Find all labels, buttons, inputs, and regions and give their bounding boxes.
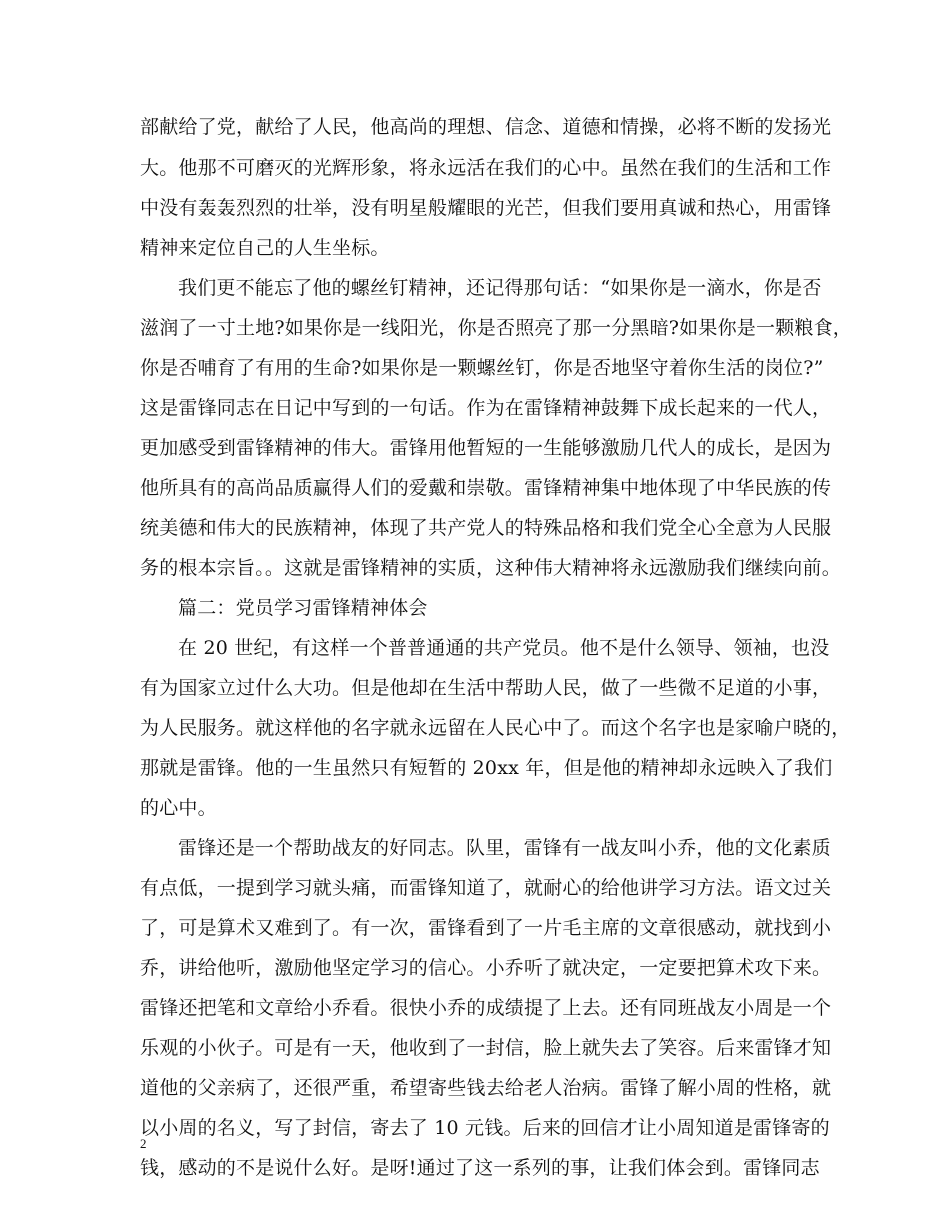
text-line: 乔，讲给他听，激励他坚定学习的信心。小乔听了就决定，一定要把算术攻下来。: [140, 957, 832, 979]
text-line: 务的根本宗旨。。这就是雷锋精神的实质，这种伟大精神将永远激励我们继续向前。: [140, 557, 841, 579]
text-line: 以小周的名义，写了封信，寄去了 10 元钱。后来的回信才让小周知道是雷锋寄的: [140, 1117, 830, 1139]
text-line: 你是否哺育了有用的生命?如果你是一颗螺丝钉，你是否地坚守着你生活的岗位?”: [140, 357, 824, 379]
text-line: 部献给了党，献给了人民，他高尚的理想、信念、道德和情操，必将不断的发扬光: [140, 116, 832, 138]
text-line: 乐观的小伙子。可是有一天，他收到了一封信，脸上就失去了笑容。后来雷锋才知: [140, 1037, 832, 1059]
text-line: 更加感受到雷锋精神的伟大。雷锋用他暂短的一生能够激励几代人的成长，是因为: [140, 437, 832, 459]
text-line: 有点低，一提到学习就头痛，而雷锋知道了，就耐心的给他讲学习方法。语文过关: [140, 877, 832, 899]
section-heading: 篇二：党员学习雷锋精神体会: [178, 597, 428, 619]
text-line: 为人民服务。就这样他的名字就永远留在人民心中了。而这个名字也是家喻户晓的，: [140, 717, 851, 739]
text-line: 雷锋还把笔和文章给小乔看。很快小乔的成绩提了上去。还有同班战友小周是一个: [140, 997, 832, 1019]
text-line: 滋润了一寸土地?如果你是一线阳光，你是否照亮了那一分黑暗?如果你是一颗粮食，: [140, 317, 852, 339]
paragraph-start-line: 在 20 世纪，有这样一个普普通通的共产党员。他不是什么领导、领袖，也没: [178, 637, 830, 659]
text-line: 这是雷锋同志在日记中写到的一句话。作为在雷锋精神鼓舞下成长起来的一代人，: [140, 397, 832, 419]
text-line: 他所具有的高尚品质赢得人们的爱戴和崇敬。雷锋精神集中地体现了中华民族的传: [140, 477, 832, 499]
text-line: 大。他那不可磨灭的光辉形象，将永远活在我们的心中。虽然在我们的生活和工作: [140, 157, 832, 179]
text-line: 了，可是算术又难到了。有一次，雷锋看到了一片毛主席的文章很感动，就找到小: [140, 917, 832, 939]
text-line: 中没有轰轰烈烈的壮举，没有明星般耀眼的光芒，但我们要用真诚和热心，用雷锋: [140, 197, 832, 219]
text-line: 道他的父亲病了，还很严重，希望寄些钱去给老人治病。雷锋了解小周的性格，就: [140, 1077, 832, 1099]
text-line: 精神来定位自己的人生坐标。: [140, 237, 390, 259]
text-line: 钱，感动的不是说什么好。是呀!通过了这一系列的事，让我们体会到。雷锋同志: [140, 1157, 820, 1179]
text-line: 那就是雷锋。他的一生虽然只有短暂的 20xx 年，但是他的精神却永远映入了我们: [140, 757, 833, 779]
text-line: 统美德和伟大的民族精神，体现了共产党人的特殊品格和我们党全心全意为人民服: [140, 517, 832, 539]
text-line: 有为国家立过什么大功。但是他却在生活中帮助人民，做了一些微不足道的小事，: [140, 677, 832, 699]
page-number: 2: [140, 1136, 147, 1151]
text-line: 的心中。: [140, 797, 217, 819]
paragraph-start-line: 雷锋还是一个帮助战友的好同志。队里，雷锋有一战友叫小乔，他的文化素质: [178, 837, 831, 859]
paragraph-start-line: 我们更不能忘了他的螺丝钉精神，还记得那句话：“如果你是一滴水，你是否: [178, 277, 822, 299]
